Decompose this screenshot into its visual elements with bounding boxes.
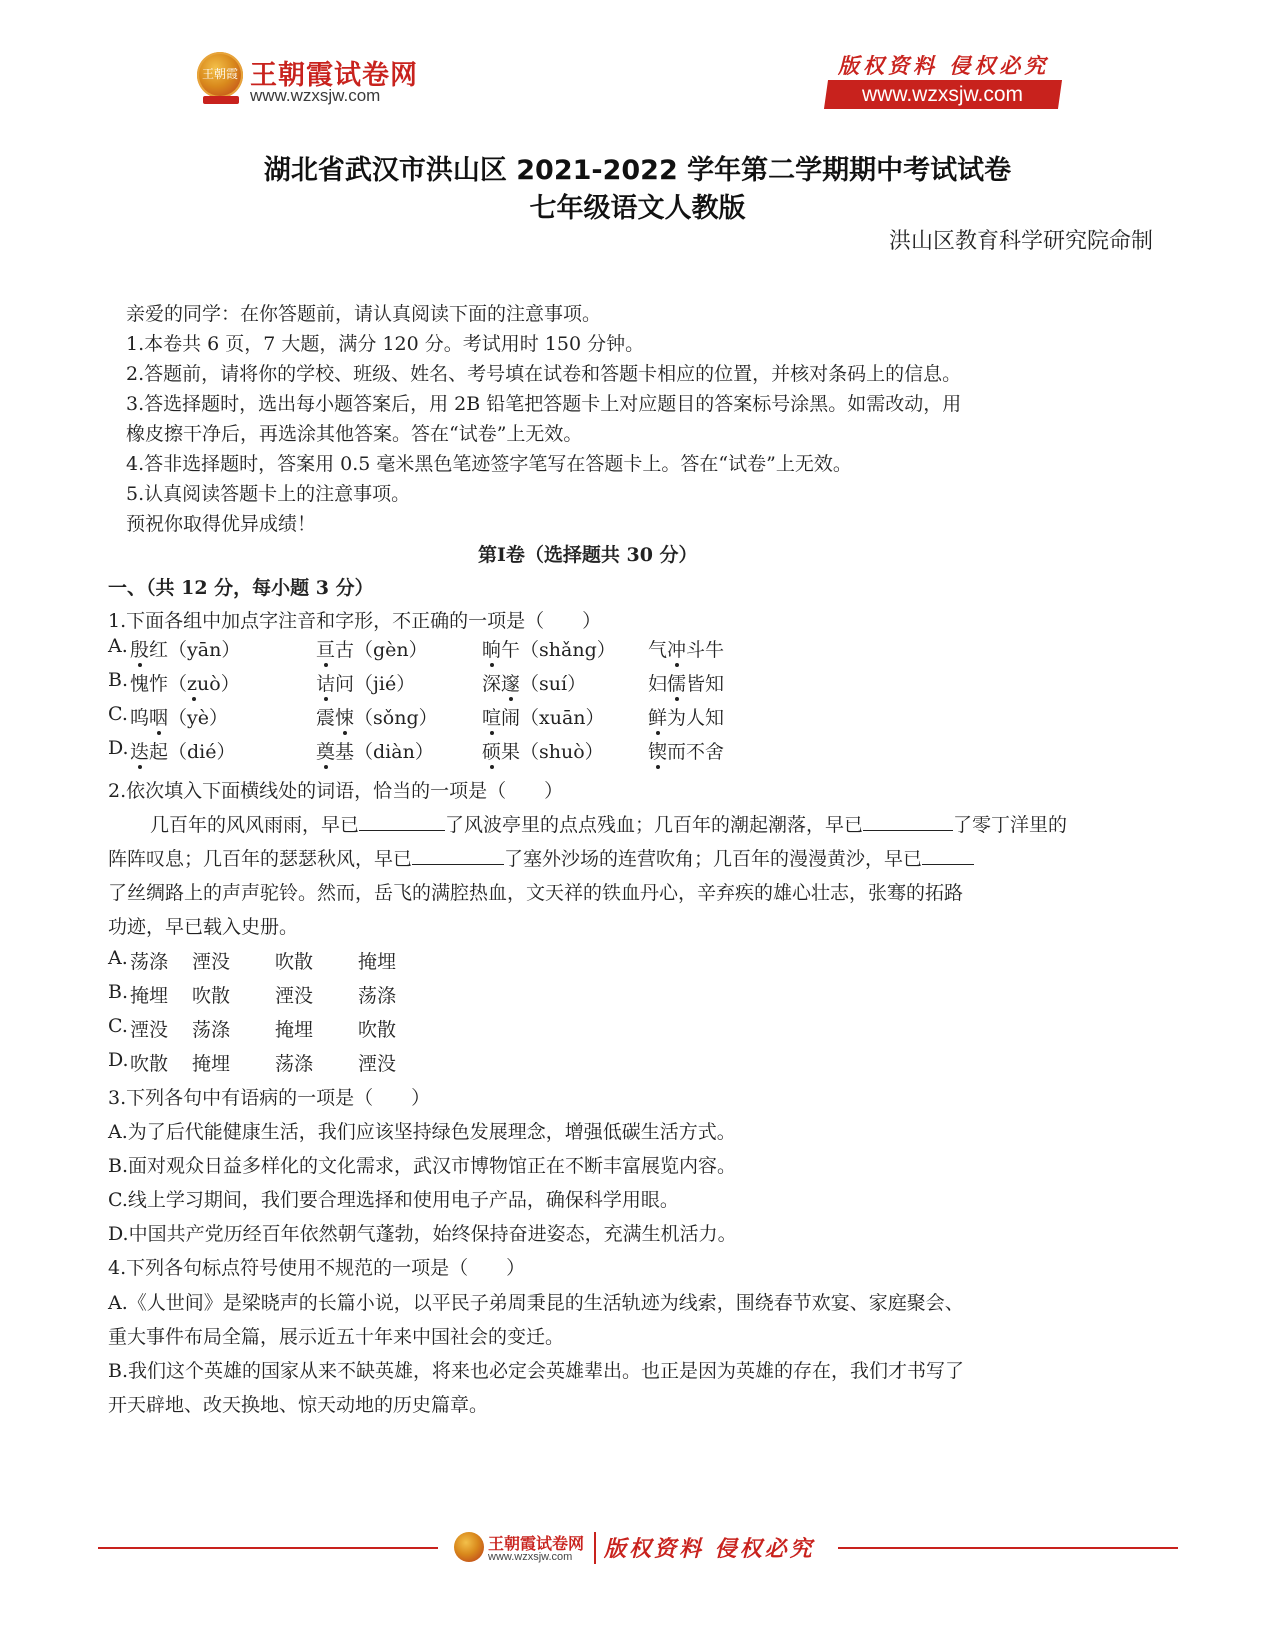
q3-option: A.为了后代能健康生活，我们应该坚持绿色发展理念，增强低碳生活方式。 bbox=[108, 1121, 736, 1143]
q4-option-line: A.《人世间》是梁晓声的长篇小说，以平民子弟周秉昆的生活轨迹为线索，围绕春节欢宴、家庭聚会、 bbox=[108, 1292, 964, 1314]
q1-option-b-col1 bbox=[130, 669, 240, 696]
footer-divider bbox=[838, 1547, 1178, 1549]
section-title: 一、（共 12 分，每小题 3 分） bbox=[108, 577, 374, 599]
footer-url: www.wzxsjw.com bbox=[488, 1551, 573, 1563]
page-title: 湖北省武汉市洪山区 2021-2022 学年第二学期期中考试试卷 bbox=[263, 155, 1012, 186]
dotted-char: 锲 bbox=[648, 741, 668, 763]
footer-separator bbox=[594, 1532, 596, 1564]
footer-copyright: 版权资料 侵权必究 bbox=[604, 1536, 815, 1562]
option-text: 斗牛 bbox=[686, 639, 725, 661]
option-text: 愧 bbox=[130, 673, 150, 695]
dotted-char: 悚 bbox=[335, 707, 355, 729]
option-text: 古（gèn） bbox=[335, 639, 428, 661]
question-4-stem: 4.下列各句标点符号使用不规范的一项是（ ） bbox=[108, 1257, 526, 1279]
q1-option-c-label: C. bbox=[108, 703, 128, 725]
question-2-passage-line: 了丝绸路上的声声驼铃。然而，岳飞的满腔热血，文天祥的铁血丹心，辛弃疾的雄心壮志，张骞的拓路 bbox=[108, 882, 964, 904]
option-text: 妇 bbox=[648, 673, 668, 695]
dotted-char: 殷 bbox=[130, 639, 150, 661]
note-line: 3.答选择题时，选出每小题答案后，用 2B 铅笔把答题卡上对应题目的答案标号涂黑。如需改动，用 bbox=[126, 393, 962, 415]
dotted-char: 亘 bbox=[316, 639, 336, 661]
passage-text: 阵阵叹息；几百年的瑟瑟秋风，早已 bbox=[108, 848, 413, 870]
q1-option-d-col4 bbox=[648, 737, 724, 764]
q2-option-d-label: D. bbox=[108, 1049, 129, 1071]
author: 洪山区教育科学研究院命制 bbox=[888, 229, 1153, 254]
dotted-char: 鲜 bbox=[648, 707, 668, 729]
q1-option-d-label: D. bbox=[108, 737, 129, 759]
dotted-char: 喧 bbox=[482, 707, 502, 729]
dotted-char: 怍（zuò） bbox=[149, 673, 240, 695]
site-url-text: www.wzxsjw.com bbox=[862, 83, 1024, 106]
q2-option-word: 荡涤 bbox=[358, 985, 397, 1007]
logo-name: 王朝霞试卷网 bbox=[250, 60, 418, 91]
q4-option-line: 开天辟地、改天换地、惊天动地的历史篇章。 bbox=[108, 1394, 489, 1416]
footer-logo-icon bbox=[454, 1532, 484, 1562]
q2-option-c-label: C. bbox=[108, 1015, 128, 1037]
dotted-char: 咽 bbox=[149, 707, 169, 729]
question-2-passage-line: 功迹，早已载入史册。 bbox=[108, 916, 299, 938]
dotted-char: 奠 bbox=[316, 741, 336, 763]
fill-blank bbox=[412, 847, 504, 865]
q1-option-d-col1 bbox=[130, 737, 236, 764]
q2-option-word: 湮没 bbox=[130, 1019, 169, 1041]
dotted-char: 晌 bbox=[482, 639, 502, 661]
q2-option-b-label: B. bbox=[108, 981, 129, 1003]
option-text: 红（yān） bbox=[149, 639, 241, 661]
question-2-passage-line bbox=[108, 844, 974, 871]
option-text: 起（dié） bbox=[149, 741, 236, 763]
q1-option-c-col4 bbox=[648, 703, 724, 730]
q1-option-b-col4 bbox=[648, 669, 724, 696]
option-text: （suí） bbox=[520, 673, 587, 695]
q2-option-a-label: A. bbox=[108, 947, 128, 969]
note-line: 1.本卷共 6 页，7 大题，满分 120 分。考试用时 150 分钟。 bbox=[126, 333, 645, 355]
footer-logo-name: 王朝霞试卷网 bbox=[488, 1534, 585, 1553]
q4-option-line: B.我们这个英雄的国家从来不缺英雄，将来也必定会英雄辈出。也正是因为英雄的存在，我们才书写了 bbox=[108, 1360, 965, 1382]
page-subtitle: 七年级语文人教版 bbox=[529, 193, 746, 224]
note-line: 预祝你取得优异成绩！ bbox=[126, 513, 317, 535]
dotted-char: 邃 bbox=[501, 673, 521, 695]
option-text: 皆知 bbox=[686, 673, 725, 695]
option-text: （yè） bbox=[168, 707, 229, 729]
logo-url: www.wzxsjw.com bbox=[250, 86, 381, 105]
part-title: 第Ⅰ卷（选择题共 30 分） bbox=[478, 544, 698, 566]
q3-option: D.中国共产党历经百年依然朝气蓬勃，始终保持奋进姿态，充满生机活力。 bbox=[108, 1223, 737, 1245]
q2-option-word: 湮没 bbox=[192, 951, 231, 973]
q2-option-word: 吹散 bbox=[275, 951, 314, 973]
q1-option-a-label: A. bbox=[108, 635, 128, 657]
q2-option-word: 掩埋 bbox=[275, 1019, 314, 1041]
logo-ribbon bbox=[203, 96, 239, 104]
question-1-stem: 1.下面各组中加点字注音和字形，不正确的一项是（ ） bbox=[108, 610, 602, 632]
note-line: 2.答题前，请将你的学校、班级、姓名、考号填在试卷和答题卡相应的位置，并核对条码上的信息。 bbox=[126, 363, 962, 385]
note-line: 亲爱的同学：在你答题前，请认真阅读下面的注意事项。 bbox=[126, 303, 602, 325]
q2-option-word: 荡涤 bbox=[130, 951, 169, 973]
q2-option-word: 荡涤 bbox=[275, 1053, 314, 1075]
fill-blank bbox=[922, 847, 974, 865]
q1-option-a-col3 bbox=[482, 635, 616, 662]
option-text: 午（shǎng） bbox=[501, 639, 616, 661]
option-text: 基（diàn） bbox=[335, 741, 434, 763]
note-line: 橡皮擦干净后，再选涂其他答案。答在“试卷”上无效。 bbox=[126, 423, 583, 445]
passage-text: 几百年的风风雨雨，早已 bbox=[150, 814, 360, 836]
q2-option-word: 湮没 bbox=[358, 1053, 397, 1075]
option-text: 而不舍 bbox=[667, 741, 725, 763]
q1-option-b-col2 bbox=[316, 669, 415, 696]
q2-option-word: 掩埋 bbox=[130, 985, 169, 1007]
note-line: 5.认真阅读答题卡上的注意事项。 bbox=[126, 483, 411, 505]
option-text: 果（shuò） bbox=[501, 741, 604, 763]
q1-option-a-col2 bbox=[316, 635, 428, 662]
option-text: （sǒng） bbox=[354, 707, 438, 729]
q1-option-c-col2 bbox=[316, 703, 438, 730]
q1-option-a-col1 bbox=[130, 635, 240, 662]
logo-badge-text: 王朝霞 bbox=[201, 67, 238, 81]
option-text: 问（jié） bbox=[335, 673, 416, 695]
q3-option: C.线上学习期间，我们要合理选择和使用电子产品，确保科学用眼。 bbox=[108, 1189, 679, 1211]
q3-option: B.面对观众日益多样化的文化需求，武汉市博物馆正在不断丰富展览内容。 bbox=[108, 1155, 737, 1177]
fill-blank bbox=[359, 813, 445, 831]
q2-option-word: 掩埋 bbox=[358, 951, 397, 973]
option-text: 气 bbox=[648, 639, 668, 661]
q1-option-d-col2 bbox=[316, 737, 434, 764]
dotted-char: 冲 bbox=[667, 639, 687, 661]
fill-blank bbox=[863, 813, 953, 831]
q1-option-c-col3 bbox=[482, 703, 605, 730]
question-2-stem: 2.依次填入下面横线处的词语，恰当的一项是（ ） bbox=[108, 780, 564, 802]
passage-text: 了塞外沙场的连营吹角；几百年的漫漫黄沙，早已 bbox=[504, 848, 923, 870]
note-line: 4.答非选择题时，答案用 0.5 毫米黑色笔迹签字笔写在答题卡上。答在“试卷”上无效。 bbox=[126, 453, 852, 475]
site-url-banner bbox=[824, 80, 1062, 109]
logo-badge-icon bbox=[197, 52, 243, 98]
q2-option-word: 吹散 bbox=[192, 985, 231, 1007]
option-text: 为人知 bbox=[667, 707, 725, 729]
q1-option-b-label: B. bbox=[108, 669, 129, 691]
dotted-char: 儒 bbox=[667, 673, 687, 695]
option-text: 震 bbox=[316, 707, 336, 729]
q1-option-b-col3 bbox=[482, 669, 586, 696]
option-text: 闹（xuān） bbox=[501, 707, 605, 729]
passage-text: 了风波亭里的点点残血；几百年的潮起潮落，早已 bbox=[445, 814, 864, 836]
q4-option-line: 重大事件布局全篇，展示近五十年来中国社会的变迁。 bbox=[108, 1326, 565, 1348]
dotted-char: 迭 bbox=[130, 741, 150, 763]
copyright-notice: 版权资料 侵权必究 bbox=[838, 53, 1050, 78]
dotted-char: 诘 bbox=[316, 673, 336, 695]
option-text: 深 bbox=[482, 673, 502, 695]
footer-divider bbox=[98, 1547, 438, 1549]
q2-option-word: 湮没 bbox=[275, 985, 314, 1007]
q2-option-word: 荡涤 bbox=[192, 1019, 231, 1041]
question-2-passage-line bbox=[150, 810, 1067, 837]
q1-option-a-col4 bbox=[648, 635, 724, 662]
option-text: 呜 bbox=[130, 707, 150, 729]
q1-option-c-col1 bbox=[130, 703, 228, 730]
q1-option-d-col3 bbox=[482, 737, 604, 764]
dotted-char: 硕 bbox=[482, 741, 502, 763]
q2-option-word: 吹散 bbox=[130, 1053, 169, 1075]
q2-option-word: 掩埋 bbox=[192, 1053, 231, 1075]
q2-option-word: 吹散 bbox=[358, 1019, 397, 1041]
passage-text: 了零丁洋里的 bbox=[953, 814, 1068, 836]
question-3-stem: 3.下列各句中有语病的一项是（ ） bbox=[108, 1087, 431, 1109]
